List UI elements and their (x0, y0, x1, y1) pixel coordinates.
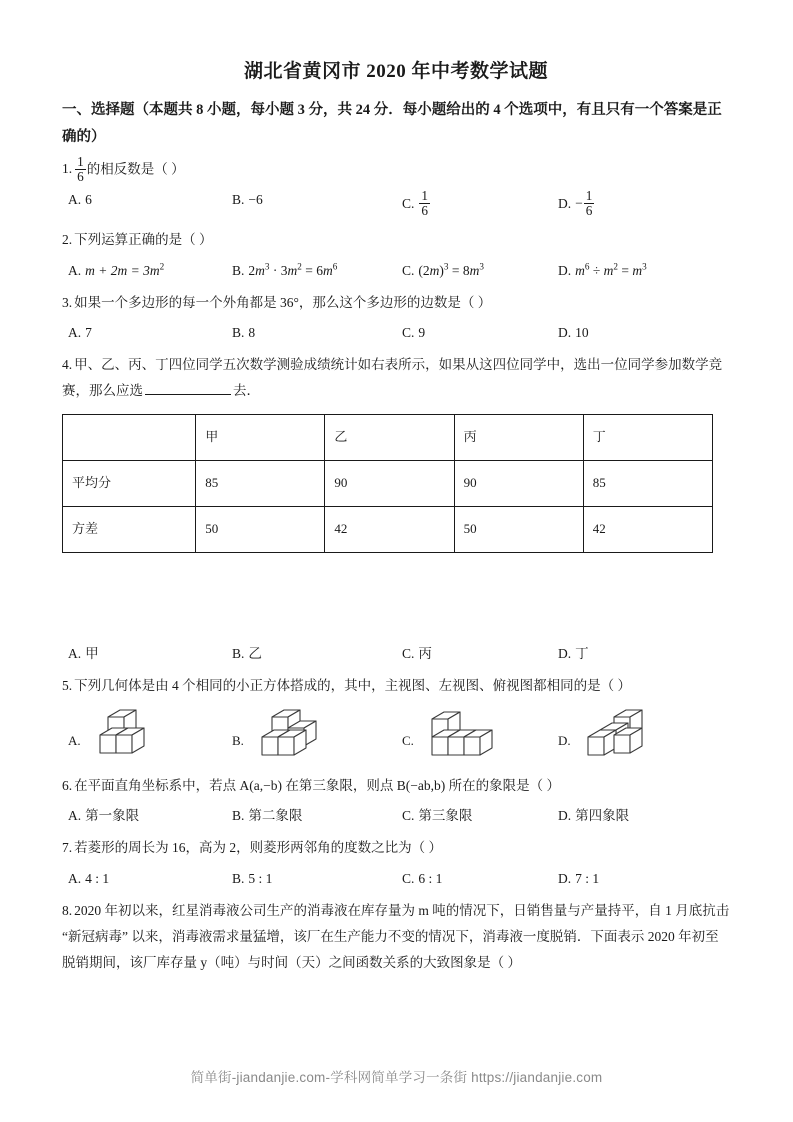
option-fraction (584, 189, 595, 218)
question-7-options (62, 868, 730, 894)
cube-solid-b-icon (254, 707, 342, 767)
question-2-option-c[interactable] (402, 260, 484, 282)
question-5-stem-text: 下列几何体是由 4 个相同的小正方体搭成的，其中，主视图、左视图、俯视图都相同的是（ ） (74, 677, 631, 693)
question-1-option-c[interactable] (402, 189, 431, 218)
question-6 (62, 773, 730, 799)
question-5-stem (62, 673, 730, 699)
option-label: D. (558, 870, 572, 886)
question-4-options (62, 643, 730, 669)
question-7-option-d[interactable] (558, 868, 599, 890)
cell-variance-ding: 42 (583, 506, 712, 552)
option-value: 7 : 1 (575, 870, 600, 886)
option-expression: $m^6 \div m^2 = m^3$ (575, 261, 647, 279)
section-heading: 一、选择题（本题共 8 小题，每小题 3 分，共 24 分．每小题给出的 4 个选项中，有且只有一个答案是正确的） (62, 102, 722, 145)
question-6-option-b[interactable] (232, 805, 302, 827)
fraction-numerator: 1 (77, 153, 84, 169)
cell-variance-bing: 50 (454, 506, 583, 552)
question-3-option-a[interactable] (68, 322, 92, 344)
table-header-ding: 丁 (583, 414, 712, 460)
question-7-option-c[interactable] (402, 868, 442, 890)
question-1-fraction (75, 155, 86, 184)
option-label: D. (558, 263, 572, 279)
option-value: 8 (248, 325, 256, 341)
option-label: C. (402, 808, 415, 824)
question-5-options (62, 707, 730, 769)
question-2-stem (62, 227, 730, 253)
question-4 (62, 352, 730, 405)
question-4-stem (62, 352, 730, 405)
fraction-denominator: 6 (421, 203, 428, 219)
option-value: 7 (85, 325, 92, 341)
question-4-stem-text-tail: 去． (233, 383, 260, 399)
question-1 (62, 155, 730, 184)
statistics-table (62, 414, 713, 553)
option-label: B. (232, 645, 245, 661)
option-value: 第二象限 (248, 808, 303, 824)
option-value: 10 (575, 325, 589, 341)
question-3-number: 3. (62, 294, 73, 310)
question-2 (62, 227, 730, 253)
table-spacer (62, 553, 730, 637)
question-4-option-b[interactable] (232, 643, 262, 665)
question-2-option-b[interactable] (232, 260, 337, 282)
option-expression: $(2m)^3 = 8m^3$ (418, 261, 484, 279)
option-expression: $2m^3 \cdot 3m^2 = 6m^6$ (248, 261, 338, 279)
question-1-stem-text: 的相反数是（ ） (86, 161, 185, 177)
question-7 (62, 835, 730, 861)
question-1-option-d[interactable] (558, 189, 595, 218)
option-label: A. (68, 263, 82, 279)
option-sign: − (575, 196, 583, 212)
option-label: D. (558, 645, 572, 661)
question-4-stem-text: 甲、乙、丙、丁四位同学五次数学测验成绩统计如右表所示，如果从这四位同学中，选出一位同学参加数学竞赛，那么应选 (62, 357, 723, 399)
question-8-stem-text: 2020 年初以来，红星消毒液公司生产的消毒液在库存量为 m 吨的情况下，日销售量与产量持平，自 1 月底抗击 “新冠病毒” 以来，消毒液需求量猛增，该厂在生产能力不变的情况下，消毒液一度脱销．下面表示 2020 年初至脱销期间，该厂库存量 y（吨）与时间（天）之间函数关系的大致图象是（ ） (62, 902, 730, 971)
option-label: D. (558, 196, 572, 212)
question-4-option-a[interactable] (68, 643, 99, 665)
question-7-stem (62, 835, 730, 861)
page-title: 湖北省黄冈市 2020 年中考数学试题 (243, 61, 548, 82)
fraction-numerator: 1 (585, 188, 593, 204)
option-value: 9 (418, 325, 426, 341)
option-label: A. (68, 732, 81, 748)
table-row (63, 460, 713, 506)
question-2-options (62, 260, 730, 286)
cell-variance-jia: 50 (196, 506, 325, 552)
question-3-option-c[interactable] (402, 322, 425, 344)
question-5-number: 5. (62, 677, 73, 693)
option-label: B. (232, 263, 245, 279)
option-value: −6 (248, 192, 263, 208)
question-7-number: 7. (62, 840, 73, 856)
question-1-stem (62, 155, 730, 184)
question-8 (62, 898, 730, 977)
option-value: 4 : 1 (85, 870, 110, 886)
option-label: D. (558, 325, 572, 341)
table-row (63, 506, 713, 552)
question-6-number: 6. (62, 777, 73, 793)
page-content (62, 48, 730, 977)
question-6-options (62, 805, 730, 831)
option-value: 乙 (248, 645, 262, 661)
option-label: C. (402, 645, 415, 661)
option-label: B. (232, 732, 244, 748)
cell-average-yi: 90 (325, 460, 454, 506)
option-label: C. (402, 263, 415, 279)
option-label: A. (68, 192, 82, 208)
question-1-number: 1. (62, 161, 73, 177)
row-label-average: 平均分 (63, 460, 196, 506)
question-6-option-a[interactable] (68, 805, 139, 827)
question-7-option-b[interactable] (232, 868, 272, 890)
question-3-option-d[interactable] (558, 322, 589, 344)
option-value: 甲 (85, 645, 99, 661)
question-3-option-b[interactable] (232, 322, 255, 344)
cube-solid-c-icon (424, 707, 516, 767)
question-6-option-d[interactable] (558, 805, 629, 827)
footer-watermark: 简单街-jiandanjie.com-学科网简单学习一条街 https://jiandanjie.com (190, 1070, 603, 1085)
question-8-stem (62, 898, 730, 977)
question-2-option-d[interactable] (558, 260, 647, 282)
option-fraction (419, 189, 430, 218)
option-label: B. (232, 325, 245, 341)
question-6-stem (62, 773, 730, 799)
question-6-option-c[interactable] (402, 805, 472, 827)
question-1-options (62, 189, 730, 223)
question-2-stem-text: 下列运算正确的是（ ） (74, 232, 213, 248)
option-label: A. (68, 870, 82, 886)
question-1-option-a[interactable] (68, 189, 92, 211)
answer-blank[interactable] (145, 382, 231, 395)
table-row-header (63, 414, 713, 460)
cell-variance-yi: 42 (325, 506, 454, 552)
question-8-number: 8. (62, 902, 73, 918)
option-value: 第一象限 (85, 808, 140, 824)
option-label: B. (232, 870, 245, 886)
row-label-variance: 方差 (63, 506, 196, 552)
option-value: 丙 (418, 645, 432, 661)
question-1-option-b[interactable] (232, 189, 263, 211)
option-label: C. (402, 732, 414, 748)
option-value: 丁 (575, 645, 589, 661)
cell-average-jia: 85 (196, 460, 325, 506)
option-label: C. (402, 870, 415, 886)
table-header-jia: 甲 (196, 414, 325, 460)
table-corner-cell (63, 414, 196, 460)
question-4-number: 4. (62, 357, 73, 373)
question-7-option-a[interactable] (68, 868, 109, 890)
option-value: 5 : 1 (248, 870, 273, 886)
cube-solid-d-icon (580, 707, 672, 767)
fraction-numerator: 1 (421, 188, 428, 204)
option-label: C. (402, 325, 415, 341)
option-value: 第四象限 (575, 808, 630, 824)
option-label: C. (402, 196, 415, 212)
question-3 (62, 290, 730, 316)
question-7-stem-text: 若菱形的周长为 16，高为 2，则菱形两邻角的度数之比为（ ） (74, 840, 442, 856)
cube-solid-a-icon (90, 707, 170, 767)
option-expression: $m + 2m = 3m^2$ (85, 261, 165, 279)
option-label: A. (68, 808, 82, 824)
fraction-denominator: 6 (77, 168, 84, 184)
option-label: D. (558, 808, 572, 824)
option-label: A. (68, 645, 82, 661)
table-header-bing: 丙 (454, 414, 583, 460)
cell-average-bing: 90 (454, 460, 583, 506)
option-value: 6 (85, 192, 92, 208)
question-3-stem (62, 290, 730, 316)
question-3-stem-text: 如果一个多边形的每一个外角都是 36°，那么这个多边形的边数是（ ） (74, 294, 492, 310)
question-4-option-d[interactable] (558, 643, 589, 665)
option-label: B. (232, 808, 245, 824)
option-label: A. (68, 325, 82, 341)
fraction-denominator: 6 (585, 203, 593, 219)
question-6-stem-text: 在平面直角坐标系中，若点 A(a,−b) 在第三象限，则点 B(−ab,b) 所在的象限是（ ） (74, 777, 560, 793)
option-value: 第三象限 (418, 808, 473, 824)
cell-average-ding: 85 (583, 460, 712, 506)
option-value: 6 : 1 (418, 870, 443, 886)
question-2-number: 2. (62, 232, 73, 248)
question-4-option-c[interactable] (402, 643, 432, 665)
option-label: B. (232, 192, 245, 208)
question-2-option-a[interactable] (68, 260, 164, 282)
table-header-yi: 乙 (325, 414, 454, 460)
question-3-options (62, 322, 730, 348)
question-5 (62, 673, 730, 699)
option-label: D. (558, 732, 571, 748)
